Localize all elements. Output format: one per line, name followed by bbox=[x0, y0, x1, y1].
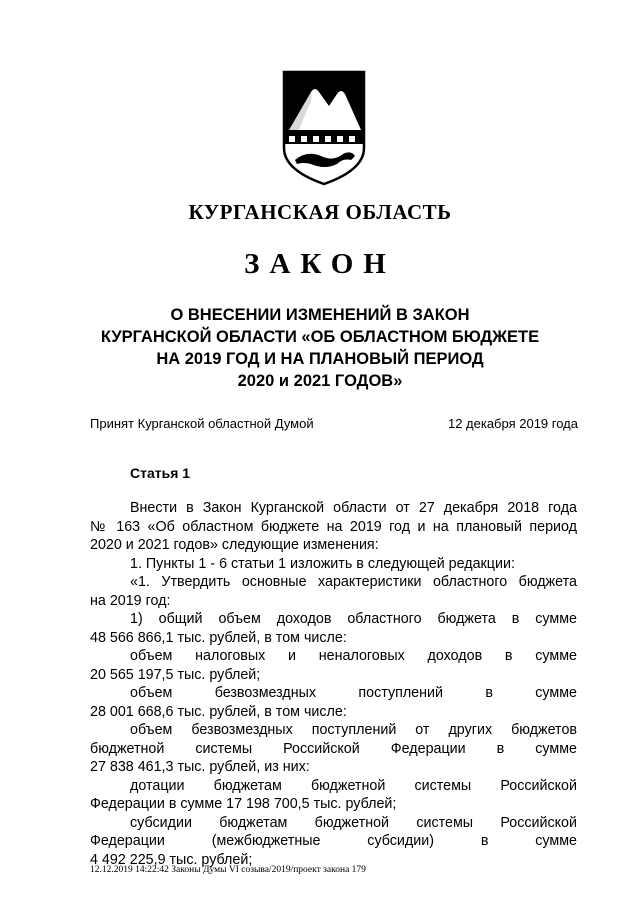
text-line: Федерации (межбюджетные субсидии) в сумме bbox=[90, 833, 577, 849]
text-line: 20 565 197,5 тыс. рублей; bbox=[90, 666, 261, 683]
text-line: объем налоговых и неналоговых доходов в сумме bbox=[130, 648, 577, 664]
text-line: Федерации в сумме 17 198 700,5 тыс. рублей; bbox=[90, 796, 397, 812]
text-line: «1. Утвердить основные характеристики областного бюджета bbox=[130, 574, 577, 590]
title-line: КУРГАНСКОЙ ОБЛАСТИ «ОБ ОБЛАСТНОМ БЮДЖЕТЕ bbox=[100, 328, 540, 346]
text-line: 1) общий объем доходов областного бюджета в сумме bbox=[130, 611, 577, 627]
text-line: субсидии бюджетам бюджетной системы Российской bbox=[130, 814, 577, 831]
text-line: на 2019 год: bbox=[90, 592, 171, 609]
document-type: ЗАКОН bbox=[244, 248, 396, 280]
footer-stamp: 12.12.2019 14:22:42 Законы Думы VI созыва/2019/проект закона 179 bbox=[90, 865, 366, 875]
text-line: Внести в Закон Курганской области от 27 декабря 2018 года bbox=[130, 500, 577, 516]
text-line: 48 566 866,1 тыс. рублей, в том числе: bbox=[90, 629, 347, 646]
text-line: 1. Пункты 1 - 6 статьи 1 изложить в следующей редакции: bbox=[130, 555, 515, 572]
text-line: 4 492 225,9 тыс. рублей; bbox=[90, 851, 253, 868]
title-line: НА 2019 ГОД И НА ПЛАНОВЫЙ ПЕРИОД bbox=[156, 350, 484, 368]
region-name: КУРГАНСКАЯ ОБЛАСТЬ bbox=[188, 200, 452, 224]
adoption-date: 12 декабря 2019 года bbox=[447, 416, 578, 431]
text-line: № 163 «Об областном бюджете на 2019 год и на плановый период bbox=[90, 518, 577, 535]
text-line: объем безвозмездных поступлений от других бюджетов bbox=[130, 722, 577, 738]
title-line: 2020 и 2021 ГОДОВ» bbox=[237, 372, 403, 390]
law-title bbox=[0, 304, 640, 392]
title-line: О ВНЕСЕНИИ ИЗМЕНЕНИЙ В ЗАКОН bbox=[170, 306, 470, 324]
adopted-by: Принят Курганской областной Думой bbox=[90, 416, 314, 431]
text-line: 27 838 461,3 тыс. рублей, из них: bbox=[90, 759, 310, 775]
article-body bbox=[90, 499, 577, 869]
text-line: дотации бюджетам бюджетной системы Российской bbox=[130, 777, 577, 794]
text-line: 28 001 668,6 тыс. рублей, в том числе: bbox=[90, 703, 347, 720]
text-line: 2020 и 2021 годов» следующие изменения: bbox=[90, 537, 379, 553]
text-line: бюджетной системы Российской Федерации в сумме bbox=[90, 740, 577, 757]
text-line: объем безвозмездных поступлений в сумме bbox=[130, 685, 577, 701]
coat-of-arms-emblem bbox=[281, 70, 367, 186]
article-heading: Статья 1 bbox=[130, 465, 191, 481]
